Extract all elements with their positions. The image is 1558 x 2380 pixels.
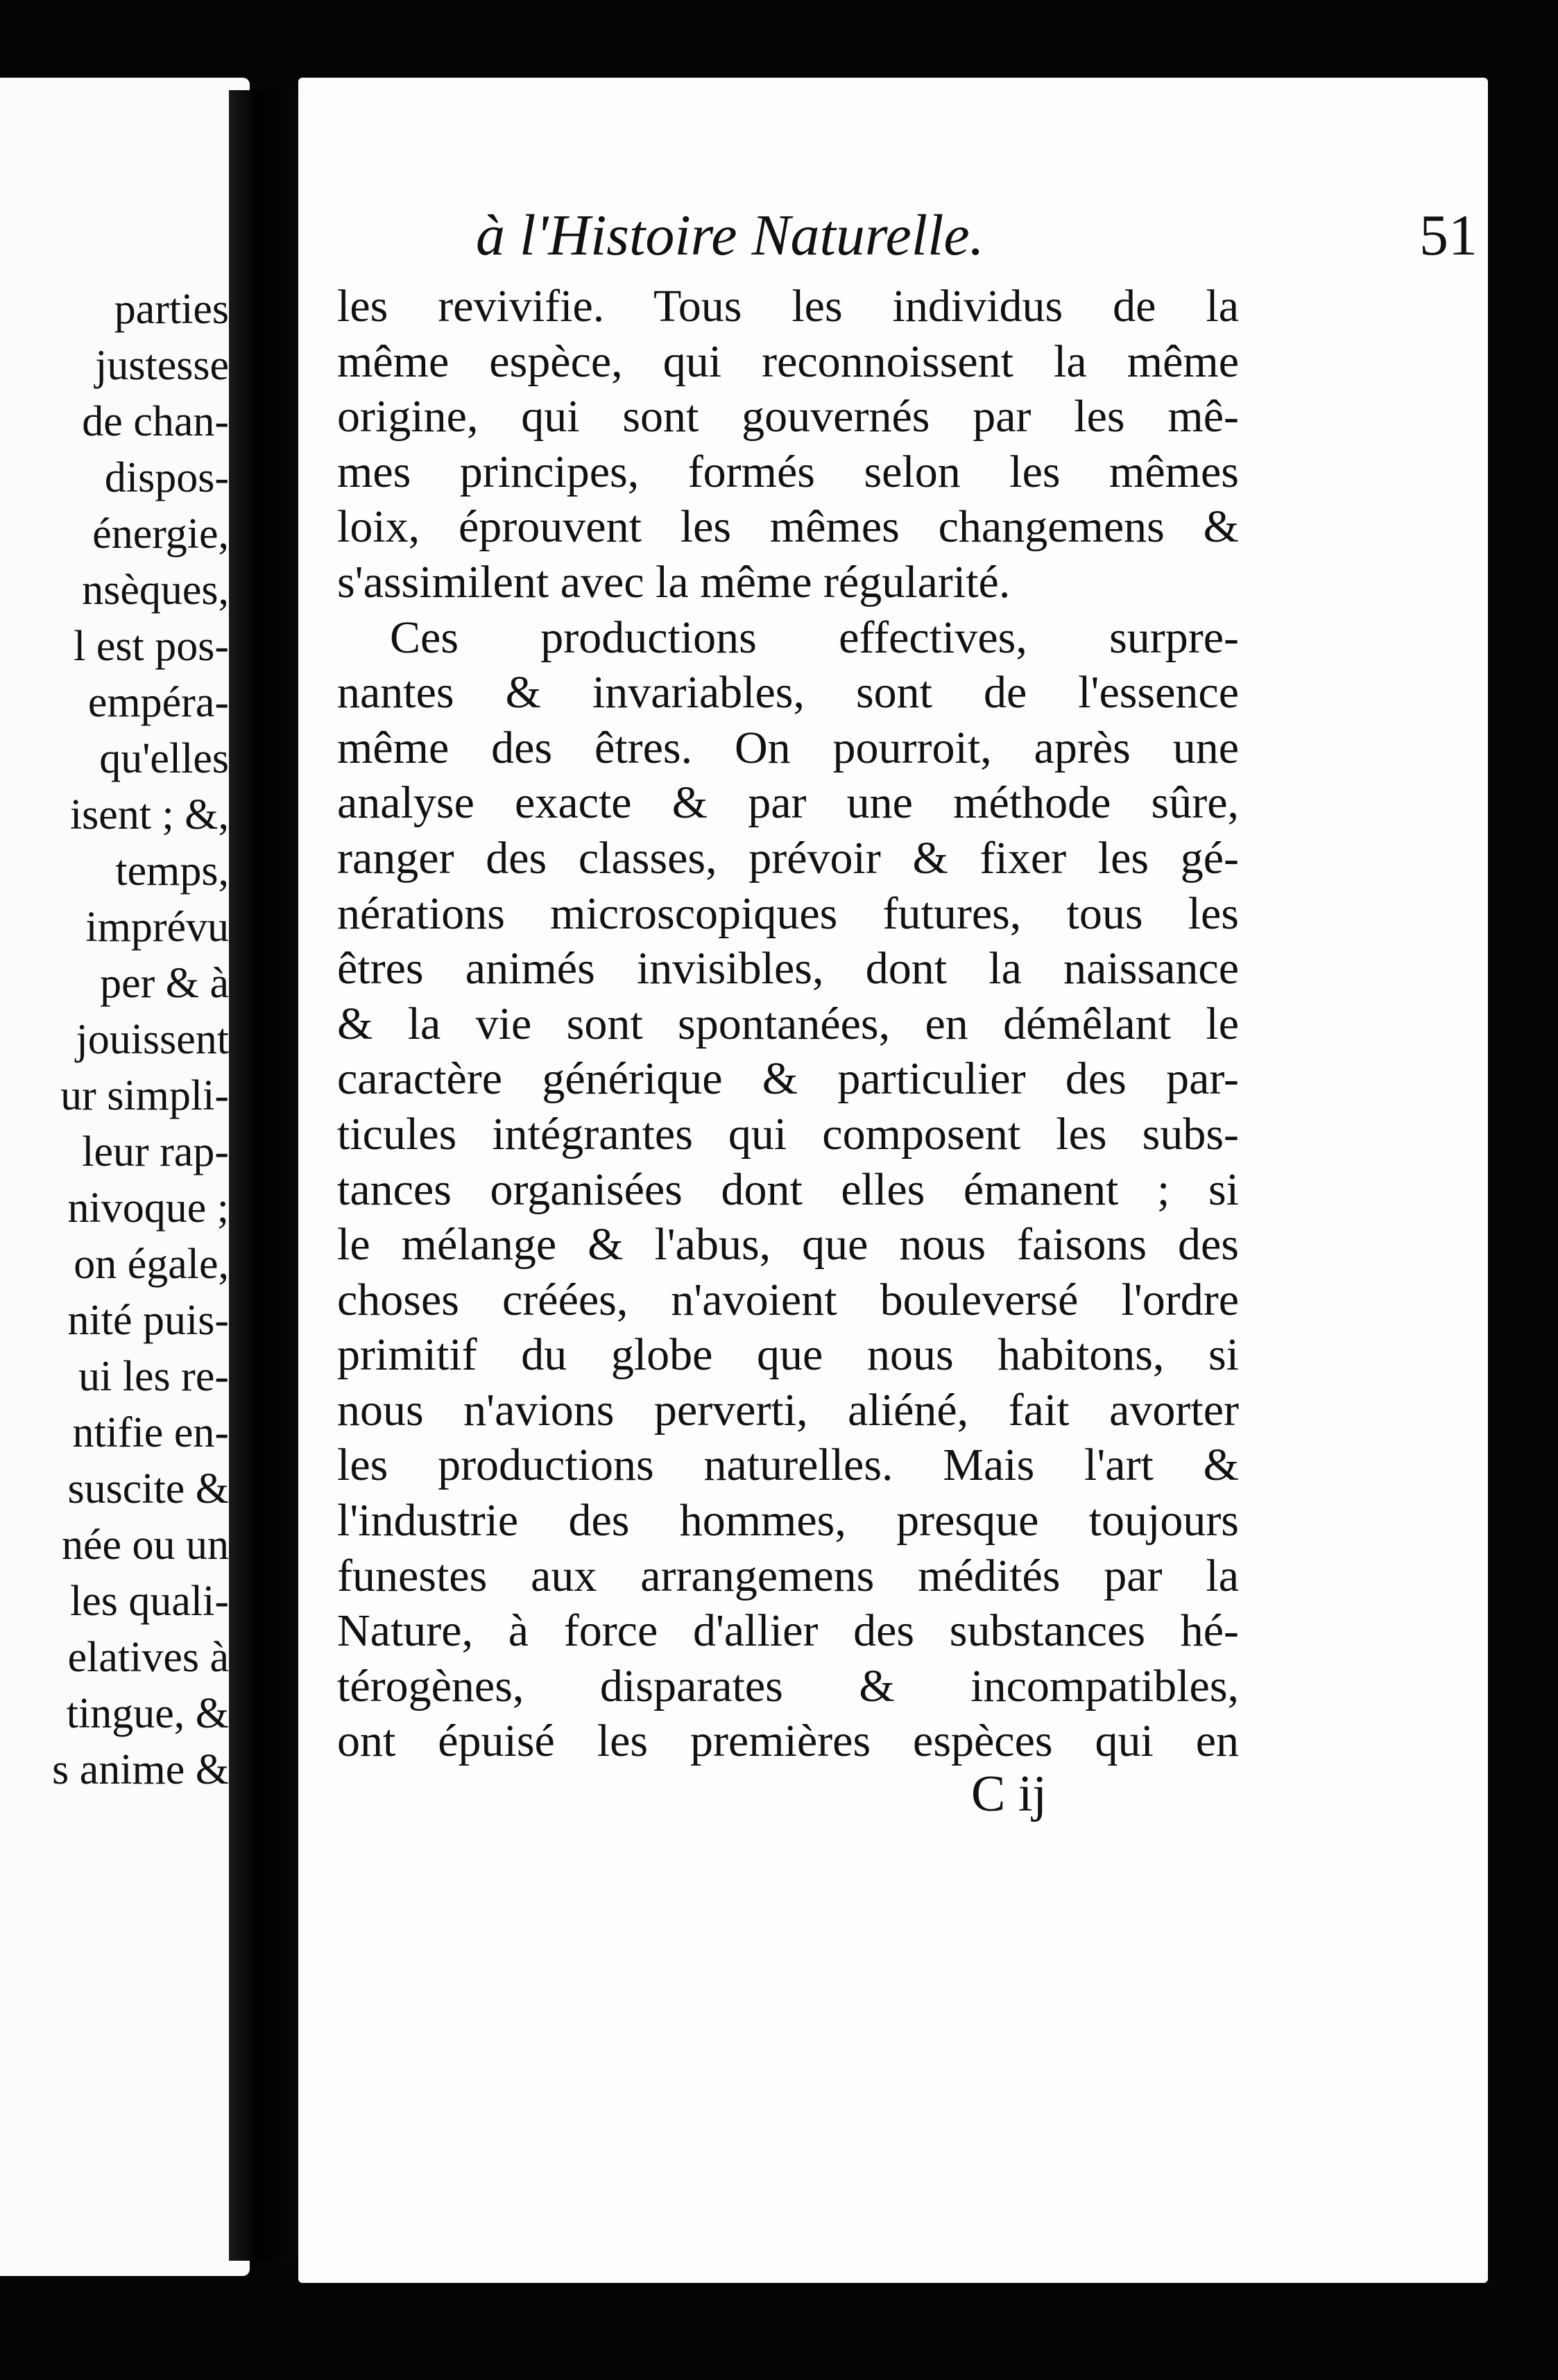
body-text — [337, 279, 1239, 1769]
text-line: tingue, & — [66, 1690, 229, 1737]
text-line: êtres animés invisibles, dont la naissance — [337, 943, 1239, 994]
text-line: mes principes, formés selon les mêmes — [337, 446, 1239, 497]
text-line: ont épuisé les premières espèces qui en — [337, 1716, 1239, 1767]
text-line: les revivifie. Tous les individus de la — [337, 281, 1239, 331]
text-line: empéra- — [87, 679, 229, 726]
text-line: parties — [114, 286, 229, 333]
text-line: les quali- — [70, 1578, 229, 1625]
text-line: choses créées, n'avoient bouleversé l'ordre — [337, 1274, 1239, 1325]
text-line: nantes & invariables, sont de l'essence — [337, 667, 1239, 718]
text-line: funestes aux arrangemens médités par la — [337, 1550, 1239, 1601]
text-line: nsèques, — [82, 567, 229, 614]
text-line: nité puis- — [67, 1297, 229, 1344]
text-line: même espèce, qui reconnoissent la même — [337, 336, 1239, 387]
text-line: s anime & — [52, 1746, 229, 1793]
text-line: origine, qui sont gouvernés par les mê- — [337, 391, 1239, 442]
text-line: primitif du globe que nous habitons, si — [337, 1329, 1239, 1381]
text-line: nérations microscopiques futures, tous les — [337, 888, 1239, 939]
text-line: caractère générique & particulier des par- — [337, 1053, 1239, 1105]
text-line: & la vie sont spontanées, en démêlant le — [337, 998, 1239, 1049]
left-page-text — [0, 282, 229, 1798]
text-line: temps, — [115, 847, 229, 895]
text-line: dispos- — [104, 454, 229, 501]
text-line: ur simpli- — [60, 1072, 229, 1119]
text-line: justesse — [95, 342, 229, 389]
text-line: ntifie en- — [72, 1409, 229, 1456]
text-line: leur rap- — [82, 1128, 229, 1175]
text-line: suscite & — [67, 1465, 229, 1512]
text-line: elatives à — [67, 1634, 229, 1681]
text-line: les productions naturelles. Mais l'art & — [337, 1440, 1239, 1491]
text-line: analyse exacte & par une méthode sûre, — [337, 777, 1239, 829]
text-line: nous n'avions perverti, aliéné, fait avorter — [337, 1384, 1239, 1435]
text-line: l est pos- — [74, 623, 229, 670]
running-head — [476, 201, 1496, 270]
signature-mark: C ij — [971, 1766, 1047, 1822]
text-line: le mélange & l'abus, que nous faisons des — [337, 1219, 1239, 1270]
text-line: s'assimilent avec la même régularité. — [337, 556, 1011, 607]
left-page-fragment — [0, 78, 250, 2276]
text-line: énergie, — [92, 510, 229, 558]
text-line: térogènes, disparates & incompatibles, — [337, 1660, 1239, 1711]
text-line: jouissent — [76, 1016, 229, 1063]
text-line: ranger des classes, prévoir & fixer les gé- — [337, 832, 1239, 883]
text-line: Ces productions effectives, surpre- — [390, 612, 1239, 663]
text-line: de chan- — [82, 398, 229, 445]
text-line: per & à — [100, 960, 229, 1007]
text-line: Nature, à force d'allier des substances hé- — [337, 1605, 1239, 1657]
text-line: on égale, — [74, 1241, 229, 1288]
text-line: tances organisées dont elles émanent ; si — [337, 1164, 1239, 1215]
text-line: loix, éprouvent les mêmes changemens & — [337, 501, 1239, 553]
text-line: née ou un — [61, 1521, 229, 1569]
text-line: ui les re- — [78, 1353, 229, 1400]
text-line: même des êtres. On pourroit, après une — [337, 722, 1239, 773]
page-number: 51 — [1419, 203, 1478, 268]
text-line: ticules intégrantes qui composent les subs- — [337, 1108, 1239, 1159]
text-line: imprévu — [85, 904, 229, 951]
text-line: qu'elles — [99, 735, 229, 782]
right-page — [298, 78, 1488, 2283]
text-line: isent ; &, — [69, 791, 229, 838]
text-line: nivoque ; — [67, 1184, 229, 1232]
running-head-title: à l'Histoire Naturelle. — [476, 203, 984, 268]
text-line: l'industrie des hommes, presque toujours — [337, 1495, 1239, 1546]
